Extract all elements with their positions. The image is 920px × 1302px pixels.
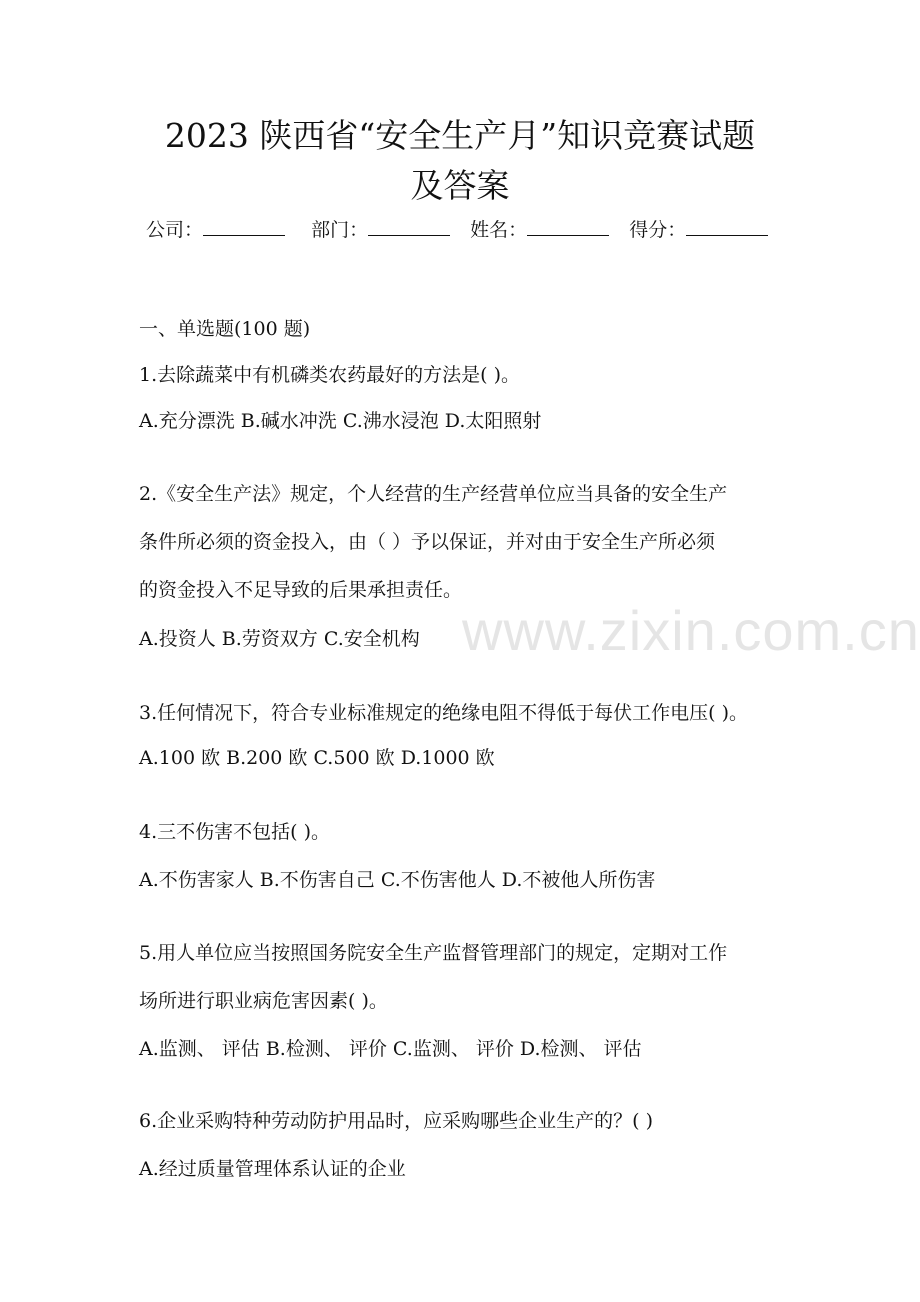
- question-3-options: A.100 欧 B.200 欧 C.500 欧 D.1000 欧: [139, 747, 495, 769]
- department-label: 部门：: [311, 219, 369, 241]
- question-1-options: A.充分漂洗 B.碱水冲洗 C.沸水浸泡 D.太阳照射: [139, 410, 542, 432]
- name-field: [470, 217, 609, 243]
- department-blank: [368, 217, 450, 236]
- question-2-text-line1: 2.《安全生产法》规定，个人经营的生产经营单位应当具备的安全生产: [139, 483, 728, 505]
- question-4-text: 4.三不伤害不包括( )。: [139, 821, 330, 843]
- question-3-text: 3.任何情况下，符合专业标准规定的绝缘电阻不得低于每伏工作电压( )。: [139, 702, 748, 724]
- question-5-text-line1: 5.用人单位应当按照国务院安全生产监督管理部门的规定，定期对工作: [139, 942, 728, 964]
- company-blank: [203, 217, 285, 236]
- question-6-text: 6.企业采购特种劳动防护用品时，应采购哪些企业生产的？( ): [139, 1110, 653, 1132]
- company-label: 公司：: [146, 219, 204, 241]
- question-2-text-line3: 的资金投入不足导致的后果承担责任。: [139, 579, 463, 601]
- company-field: [146, 217, 285, 243]
- question-1-text: 1.去除蔬菜中有机磷类农药最好的方法是( )。: [139, 364, 520, 386]
- question-5-text-line2: 场所进行职业病危害因素( )。: [139, 990, 388, 1012]
- question-2-options: A.投资人 B.劳资双方 C.安全机构: [139, 628, 420, 650]
- score-label: 得分：: [629, 219, 687, 241]
- name-blank: [527, 217, 609, 236]
- watermark: www.zixin.com.cn: [462, 599, 920, 662]
- question-2-text-line2: 条件所必须的资金投入，由（ ）予以保证，并对由于安全生产所必须: [139, 531, 716, 553]
- question-4-options: A.不伤害家人 B.不伤害自己 C.不伤害他人 D.不被他人所伤害: [139, 869, 656, 891]
- info-form-line: [146, 217, 768, 243]
- document-title-line1: 2023 陕西省“安全生产月”知识竞赛试题: [164, 116, 756, 155]
- score-blank: [686, 217, 768, 236]
- name-label: 姓名：: [470, 219, 528, 241]
- score-field: [629, 217, 768, 243]
- department-field: [311, 217, 450, 243]
- document-title-line2: 及答案: [410, 166, 510, 205]
- question-5-options: A.监测、 评估 B.检测、 评价 C.监测、 评价 D.检测、 评估: [139, 1038, 642, 1060]
- section-heading: 一、单选题(100 题): [139, 318, 311, 340]
- question-6-options: A.经过质量管理体系认证的企业: [139, 1158, 406, 1180]
